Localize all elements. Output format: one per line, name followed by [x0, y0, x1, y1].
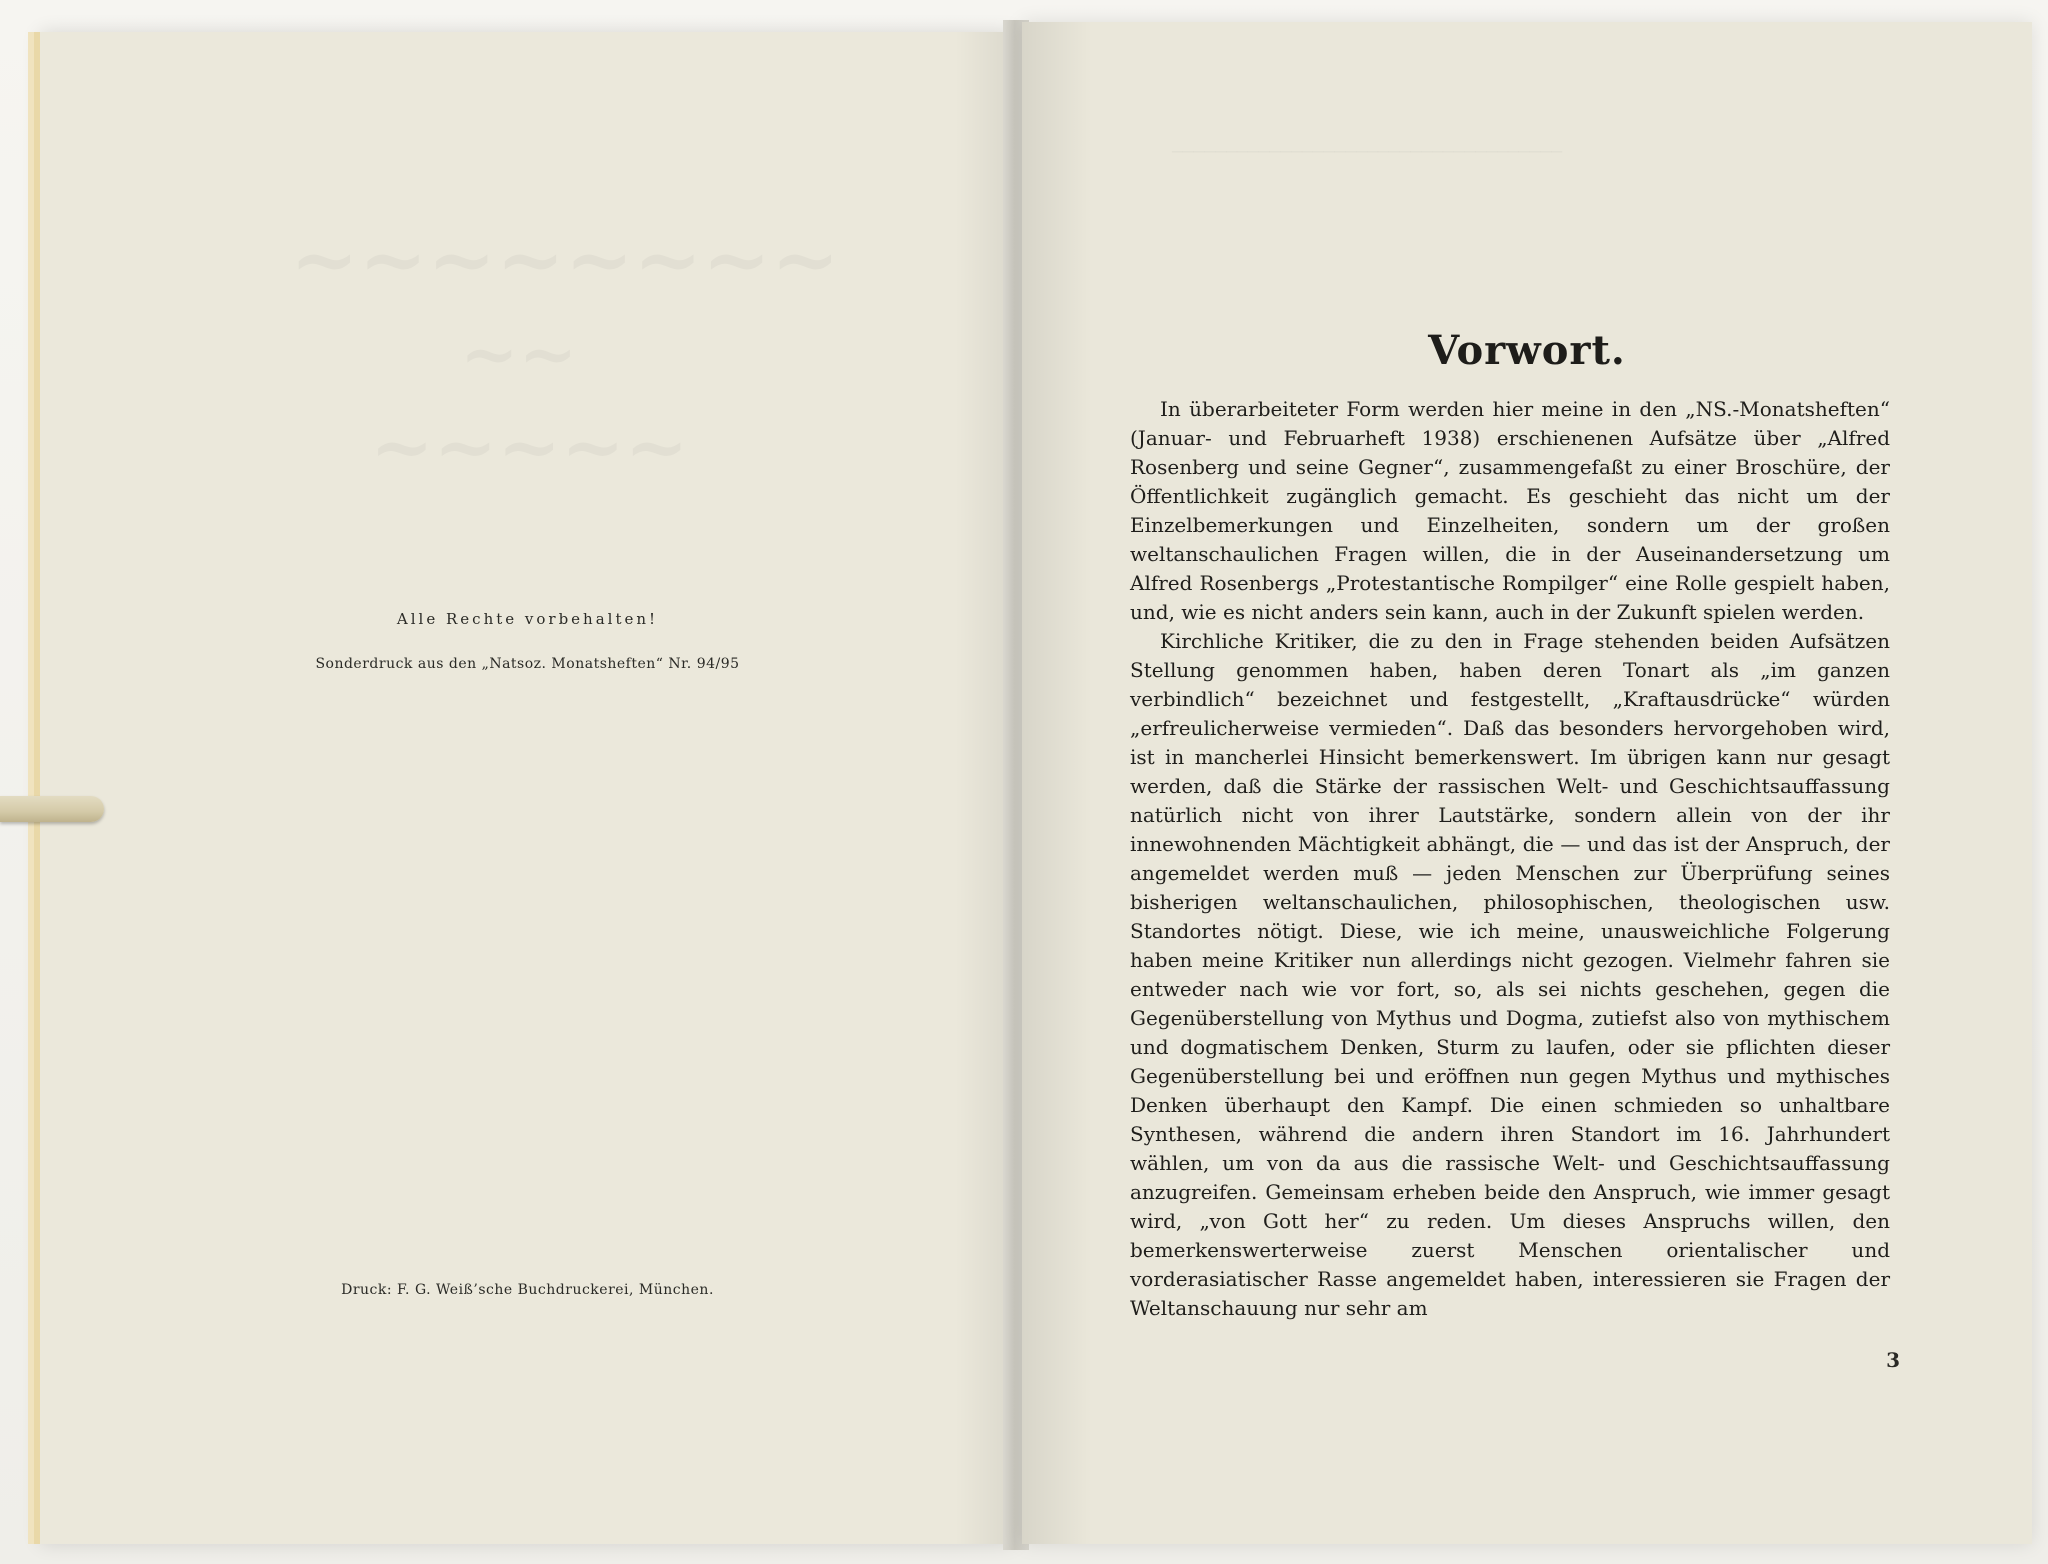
paragraph: In überarbeiteter Form werden hier meine in den „NS.-Monatsheften“ (Januar- und Februarheft 1938) erschienenen Aufsätze über „Alfred Rosenberg und seine Gegner“, zusammengefaßt zu einer Broschüre, der Öffentlichkeit zugänglich gemacht. Es geschieht das nicht um der Einzelbemerkungen und Einzelheiten, sondern um der großen weltanschaulichen Fragen willen, die in der Auseinandersetzung um Alfred Rosenbergs „Protestantische Rompilger“ eine Rolle gespielt haben, und, wie es nicht anders sein kann, auch in der Zukunft spielen werden. — [1130, 397, 1890, 624]
show-through-ghost — [370, 402, 688, 491]
right-page — [1022, 22, 2032, 1544]
show-through-ghost — [290, 212, 840, 308]
page-heading: Vorwort. — [1428, 327, 1626, 374]
offprint-note: Sonderdruck aus den „Natsoz. Monatsheften“ Nr. 94/95 — [315, 656, 740, 672]
show-through-ghost — [1172, 142, 1562, 163]
paragraph: Kirchliche Kritiker, die zu den in Frage stehenden beiden Aufsätzen Stellung genommen haben, haben deren Tonart als „im ganzen verbindlich“ bezeichnet und festgestellt, „Kraftausdrücke“ würden „erfreulicherweise vermieden“. Daß das besonders hervorgehoben wird, ist in mancherlei Hinsicht bemerkenswert. Im übrigen kann nur gesagt werden, daß die Stärke der rassischen Welt- und Geschichtsauffassung natürlich nicht von ihrer Lautstärke, sondern allein von der ihr innewohnenden Mächtigkeit abhängt, die — und das ist der Anspruch, der angemeldet werden muß — jeden Menschen zur Überprüfung seines bisherigen weltanschaulichen, philosophischen, theologischen usw. Standortes nötigt. Diese, wie ich meine, unausweichliche Folgerung haben meine Kritiker nun allerdings nicht gezogen. Vielmehr fahren sie entweder nach wie vor fort, so, als sei nichts geschehen, gegen die Gegenüberstellung von Mythus und Dogma, zutiefst also von mythischem und dogmatischem Denken, Sturm zu laufen, oder sie pflichten dieser Gegenüberstellung bei und eröffnen nun gegen Mythus und mythisches Denken überhaupt den Kampf. Die einen schmieden so unhaltbare Synthesen, während die andern ihren Standort im 16. Jahrhundert wählen, um von da aus die rassische Welt- und Geschichtsauffassung anzugreifen. Gemeinsam erheben beide den Anspruch, wie immer gesagt wird, „von Gott her“ zu reden. Um dieses Anspruchs willen, den bemerkenswerterweise zuerst Menschen orientalischer und vorderasiatischer Rasse angemeldet haben, interessieren sie Fragen der Weltanschauung nur sehr am — [1130, 629, 1890, 1320]
printer-credit: Druck: F. G. Weiß’sche Buchdruckerei, München. — [341, 1282, 714, 1298]
left-page — [40, 32, 1015, 1544]
show-through-ghost — [460, 312, 577, 395]
page-number: 3 — [1886, 1348, 1900, 1372]
body-text — [1130, 395, 1890, 1323]
binding-pin — [0, 796, 104, 822]
rights-notice: Alle Rechte vorbehalten! — [396, 610, 659, 628]
